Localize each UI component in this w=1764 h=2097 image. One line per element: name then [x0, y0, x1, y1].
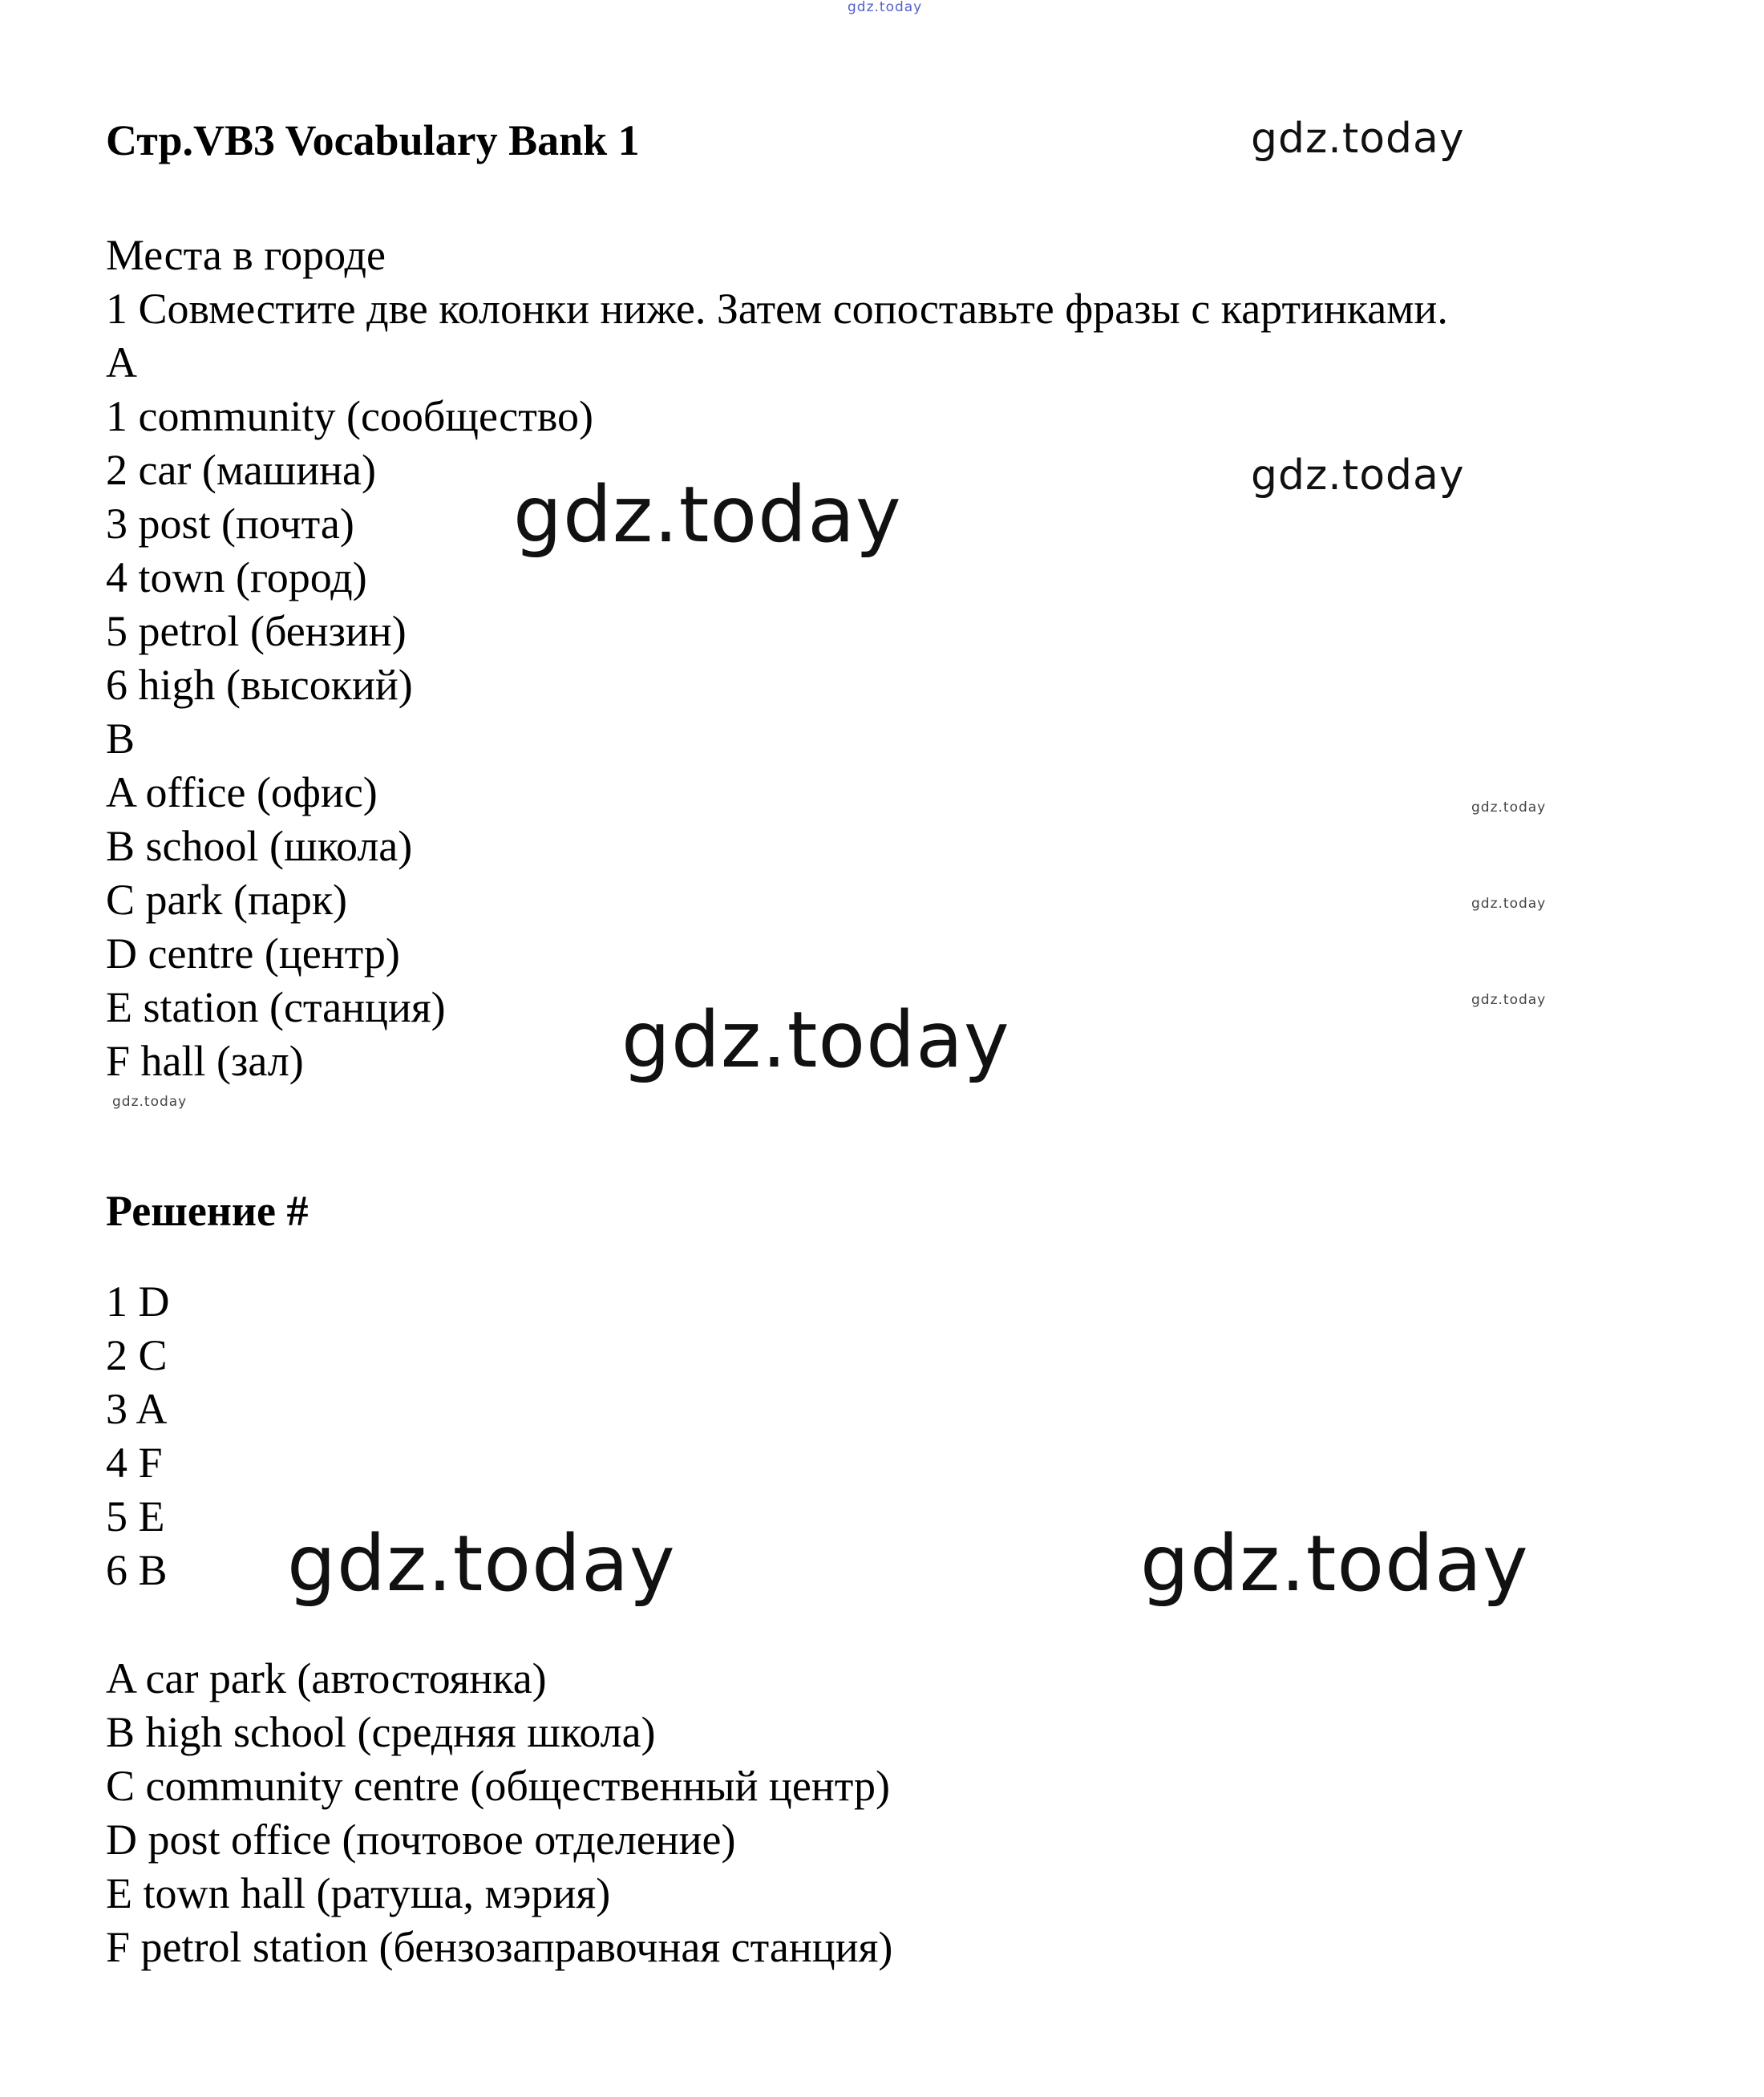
watermark: gdz.today: [112, 1094, 188, 1110]
solution-match: 2 C: [106, 1331, 168, 1379]
solution-match: 1 D: [106, 1277, 170, 1326]
section-title: Места в городе: [106, 231, 386, 279]
watermark: gdz.today: [621, 995, 1010, 1085]
page-title: Стр.VB3 Vocabulary Bank 1: [106, 116, 640, 164]
column-a-item: 2 car (машина): [106, 446, 376, 494]
solution-heading: Решение #: [106, 1187, 309, 1235]
solution-phrase: C community centre (общественный центр): [106, 1762, 890, 1810]
watermark: gdz.today: [1140, 1519, 1529, 1609]
solution-phrase: F petrol station (бензозаправочная станция): [106, 1923, 893, 1971]
solution-phrase: B high school (средняя школа): [106, 1708, 656, 1756]
solution-match: 6 B: [106, 1546, 168, 1594]
watermark: gdz.today: [1251, 451, 1465, 500]
column-b-item: D centre (центр): [106, 929, 400, 978]
column-a-item: 6 high (высокий): [106, 661, 413, 709]
solution-phrase: D post office (почтовое отделение): [106, 1816, 736, 1864]
column-b-item: F hall (зал): [106, 1037, 304, 1085]
watermark: gdz.today: [1251, 115, 1465, 163]
column-a-label: A: [106, 338, 137, 387]
column-b-item: C park (парк): [106, 876, 348, 924]
solution-match: 3 A: [106, 1385, 168, 1433]
column-b-label: B: [106, 715, 136, 763]
task-text: 1 Совместите две колонки ниже. Затем сопоставьте фразы с картинками.: [106, 285, 1448, 333]
watermark: gdz.today: [287, 1519, 676, 1609]
column-b-item: B school (школа): [106, 822, 413, 870]
watermark: gdz.today: [1471, 992, 1547, 1008]
solution-match: 5 E: [106, 1492, 165, 1540]
solution-phrase: A car park (автостоянка): [106, 1654, 547, 1702]
solution-match: 4 F: [106, 1439, 163, 1487]
column-b-item: A office (офис): [106, 768, 378, 816]
watermark: gdz.today: [1471, 800, 1547, 816]
column-a-item: 4 town (город): [106, 553, 367, 601]
column-a-item: 1 community (сообщество): [106, 392, 593, 440]
column-a-item: 3 post (почта): [106, 500, 354, 548]
watermark-top: gdz.today: [848, 0, 923, 15]
column-b-item: E station (станция): [106, 983, 446, 1031]
solution-phrase: E town hall (ратуша, мэрия): [106, 1869, 611, 1917]
column-a-item: 5 petrol (бензин): [106, 607, 407, 655]
watermark: gdz.today: [1471, 896, 1547, 912]
watermark: gdz.today: [513, 470, 902, 560]
